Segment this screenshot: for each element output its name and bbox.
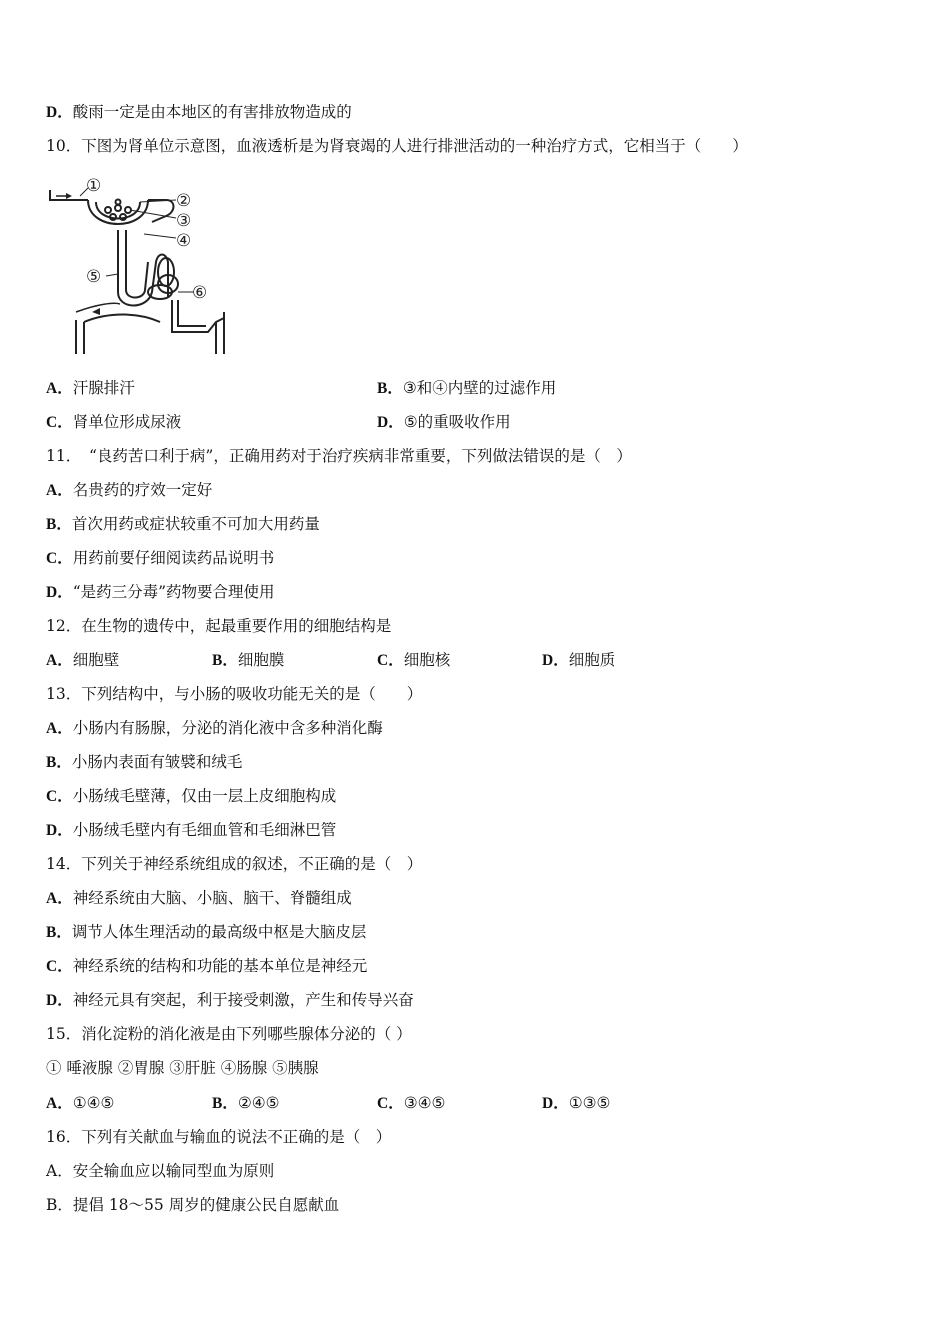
diagram-label-6: ⑥ [192,283,208,303]
option-label: C． [46,788,73,805]
q13-stem: 13．下列结构中，与小肠的吸收功能无关的是（ ） [46,685,423,703]
option-label: A． [46,380,73,397]
q16-option-b [46,1195,339,1215]
option-text: 细胞核 [403,651,451,669]
option-text: ①③⑤ [568,1094,611,1112]
option-label: A． [46,482,73,499]
diagram-label-2: ② [176,191,192,211]
option-text: ③和④内壁的过滤作用 [402,379,557,397]
q14-stem: 14．下列关于神经系统组成的叙述，不正确的是（ ） [46,855,423,873]
option-text: 小肠内表面有皱襞和绒毛 [71,753,243,771]
option-text: 用药前要仔细阅读药品说明书 [72,549,275,567]
option-label: C． [46,958,73,975]
option-label: B． [212,652,238,669]
q13-option-b [46,752,242,773]
q10-option-b [377,378,556,399]
option-text: 小肠绒毛壁内有毛细血管和毛细淋巴管 [72,821,337,839]
q14-option-b [46,922,366,943]
q11-stem: 11． “良药苦口利于病”，正确用药对于治疗疾病非常重要，下列做法错误的是（ ） [46,447,632,465]
option-label: D． [377,414,404,431]
option-text: 提倡 18～55 周岁的健康公民自愿献血 [72,1196,340,1214]
option-text: ①④⑤ [72,1094,115,1112]
q9-option-d [46,102,352,123]
q14-option-a [46,888,352,909]
option-text: 神经系统的结构和功能的基本单位是神经元 [72,957,368,975]
q10-option-c [46,412,181,433]
option-label: A． [46,890,73,907]
q13-option-c [46,786,336,807]
diagram-label-1: ① [86,176,102,196]
option-label: C． [46,414,73,431]
option-text: ③④⑤ [403,1094,446,1112]
q12-option-a [46,650,119,671]
q11-option-a [46,480,212,501]
q15-option-b [212,1093,280,1114]
q11-option-d [46,582,275,603]
option-text: 小肠内有肠腺，分泌的消化液中含多种消化酶 [72,719,383,737]
option-text: 名贵药的疗效一定好 [72,481,213,499]
option-text: 安全输血应以输同型血为原则 [72,1162,275,1180]
option-text: 细胞壁 [72,651,120,669]
q12-option-d [542,650,615,671]
q10-option-d [377,412,511,433]
q14-option-d [46,990,414,1011]
option-text: 神经元具有突起，利于接受刺激，产生和传导兴奋 [72,991,414,1009]
option-label: C． [46,550,73,567]
q12-stem: 12．在生物的遗传中，起最重要作用的细胞结构是 [46,617,392,635]
option-label: D． [542,652,569,669]
q10-option-a [46,378,135,399]
option-label: C． [377,652,404,669]
q15-glands: ① 唾液腺 ②胃腺 ③肝脏 ④肠腺 ⑤胰腺 [46,1059,319,1077]
option-text: 细胞质 [568,651,616,669]
q14-option-c [46,956,367,977]
option-label: B． [46,1196,73,1214]
option-label: D． [46,104,73,121]
q16-option-a [46,1161,274,1181]
diagram-label-4: ④ [176,231,192,251]
option-text: 小肠绒毛壁薄，仅由一层上皮细胞构成 [72,787,337,805]
option-text: 肾单位形成尿液 [72,413,182,431]
q11-option-b [46,514,320,535]
option-text: 汗腺排汗 [72,379,135,397]
diagram-label-3: ③ [176,211,192,231]
option-label: D． [46,822,73,839]
option-label: D． [46,992,73,1009]
option-label: A． [46,1162,73,1180]
option-text: 首次用药或症状较重不可加大用药量 [71,515,320,533]
option-label: B． [377,380,403,397]
q15-option-a [46,1093,114,1114]
option-label: B． [212,1095,238,1112]
option-label: B． [46,754,72,771]
option-text: 酸雨一定是由本地区的有害排放物造成的 [72,103,352,121]
q11-option-c [46,548,274,569]
q16-stem: 16．下列有关献血与输血的说法不正确的是（ ） [46,1128,392,1146]
option-text: ⑤的重吸收作用 [403,413,511,431]
q13-option-d [46,820,336,841]
option-label: C． [377,1095,404,1112]
q15-option-d [542,1093,610,1114]
option-label: B． [46,924,72,941]
option-text: 神经系统由大脑、小脑、脑干、脊髓组成 [72,889,352,907]
option-label: A． [46,1095,73,1112]
option-text: “是药三分毒”药物要合理使用 [72,583,275,601]
q10-stem: 10．下图为肾单位示意图，血液透析是为肾衰竭的人进行排泄活动的一种治疗方式，它相当于（ ） [46,137,748,155]
q15-option-c [377,1093,445,1114]
option-text: ②④⑤ [237,1094,280,1112]
q12-option-b [212,650,284,671]
diagram-label-5: ⑤ [86,267,102,287]
option-label: A． [46,652,73,669]
q12-option-c [377,650,450,671]
option-label: D． [542,1095,569,1112]
q15-stem: 15．消化淀粉的消化液是由下列哪些腺体分泌的（ ） [46,1025,412,1043]
q13-option-a [46,718,383,739]
option-label: A． [46,720,73,737]
option-text: 调节人体生理活动的最高级中枢是大脑皮层 [71,923,367,941]
option-label: B． [46,516,72,533]
option-text: 细胞膜 [237,651,285,669]
nephron-diagram [48,172,234,358]
option-label: D． [46,584,73,601]
